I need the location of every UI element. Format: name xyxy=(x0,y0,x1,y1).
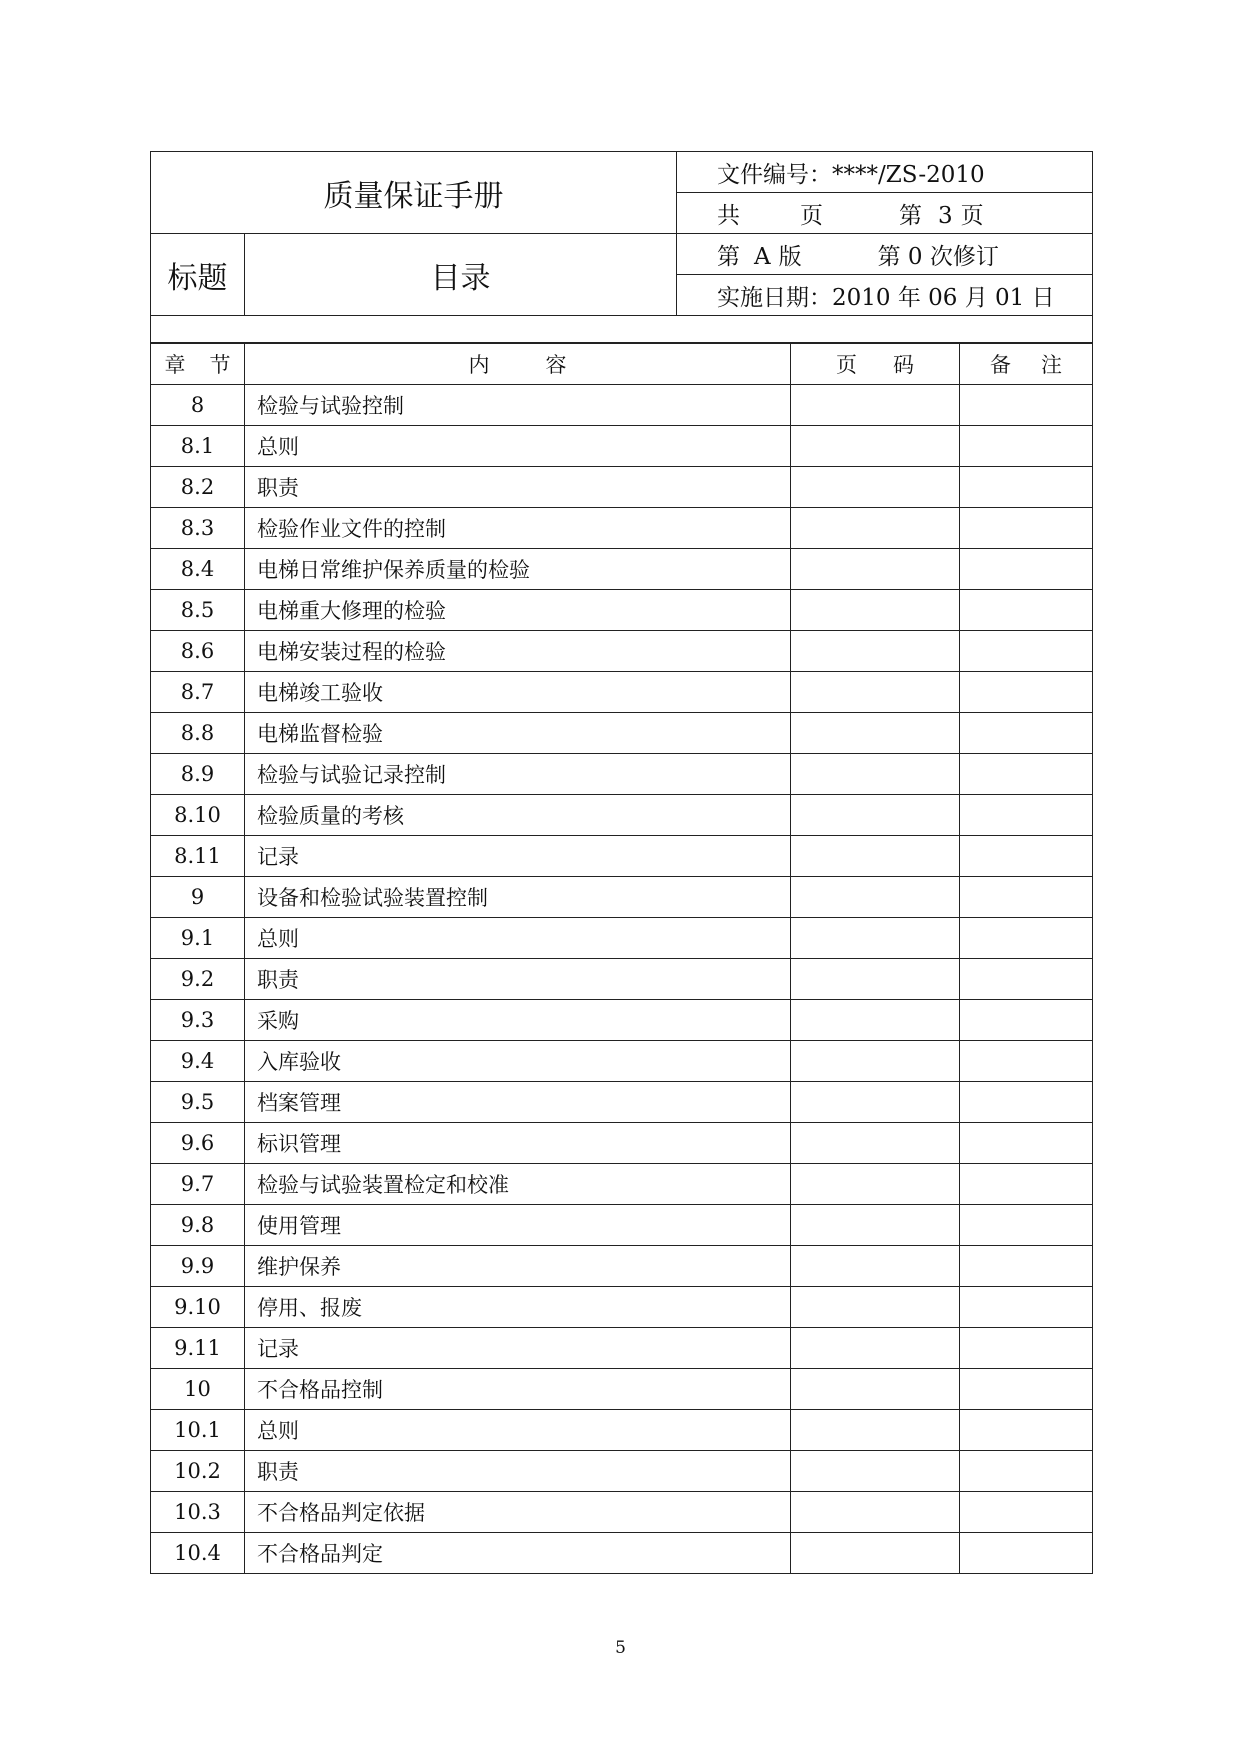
page-cell xyxy=(791,590,960,631)
remark-cell xyxy=(960,467,1093,508)
section-number: 8.7 xyxy=(151,672,245,713)
page-cell xyxy=(791,754,960,795)
section-number: 10 xyxy=(151,1369,245,1410)
section-title: 电梯监督检验 xyxy=(245,713,791,754)
effective-date: 实施日期：2010 年 06 月 01 日 xyxy=(677,275,1093,316)
remark-cell xyxy=(960,1492,1093,1533)
remark-cell xyxy=(960,1205,1093,1246)
page-cell xyxy=(791,549,960,590)
revision: 第 0 次修订 xyxy=(877,243,999,270)
page-cell xyxy=(791,1451,960,1492)
page-cell xyxy=(791,918,960,959)
page-label: 第 xyxy=(899,202,922,229)
manual-title: 质量保证手册 xyxy=(151,152,677,234)
page-cell xyxy=(791,508,960,549)
page-cell xyxy=(791,467,960,508)
section-number: 8.9 xyxy=(151,754,245,795)
section-number: 8.1 xyxy=(151,426,245,467)
section-number: 10.4 xyxy=(151,1533,245,1574)
page-cell xyxy=(791,385,960,426)
table-row xyxy=(151,385,1093,426)
table-row xyxy=(151,508,1093,549)
page-cell xyxy=(791,959,960,1000)
table-row xyxy=(151,1082,1093,1123)
section-title: 档案管理 xyxy=(245,1082,791,1123)
section-title: 检验作业文件的控制 xyxy=(245,508,791,549)
section-title: 电梯安装过程的检验 xyxy=(245,631,791,672)
page-cell xyxy=(791,1164,960,1205)
section-title: 停用、报废 xyxy=(245,1287,791,1328)
section-title: 记录 xyxy=(245,836,791,877)
section-number: 9 xyxy=(151,877,245,918)
table-row xyxy=(151,1451,1093,1492)
page-cell xyxy=(791,1246,960,1287)
section-number: 9.7 xyxy=(151,1164,245,1205)
table-row xyxy=(151,1123,1093,1164)
remark-cell xyxy=(960,508,1093,549)
remark-cell xyxy=(960,385,1093,426)
section-title: 采购 xyxy=(245,1000,791,1041)
page-cell xyxy=(791,1287,960,1328)
page-cell xyxy=(791,672,960,713)
table-row xyxy=(151,1328,1093,1369)
page-number: 5 xyxy=(615,1638,626,1658)
remark-cell xyxy=(960,1082,1093,1123)
page-cell xyxy=(791,1328,960,1369)
section-title: 标识管理 xyxy=(245,1123,791,1164)
remark-cell xyxy=(960,1533,1093,1574)
section-title: 电梯竣工验收 xyxy=(245,672,791,713)
remark-cell xyxy=(960,1041,1093,1082)
page-info xyxy=(677,193,1093,234)
section-number: 8.2 xyxy=(151,467,245,508)
section-number: 9.8 xyxy=(151,1205,245,1246)
section-number: 9.1 xyxy=(151,918,245,959)
section-title: 总则 xyxy=(245,918,791,959)
section-title: 不合格品判定依据 xyxy=(245,1492,791,1533)
page-cell xyxy=(791,877,960,918)
section-title: 不合格品判定 xyxy=(245,1533,791,1574)
section-number: 8 xyxy=(151,385,245,426)
section-number: 9.3 xyxy=(151,1000,245,1041)
section-title: 入库验收 xyxy=(245,1041,791,1082)
table-row xyxy=(151,836,1093,877)
remark-cell xyxy=(960,1287,1093,1328)
section-title: 检验与试验控制 xyxy=(245,385,791,426)
remark-cell xyxy=(960,590,1093,631)
section-number: 8.5 xyxy=(151,590,245,631)
section-title: 电梯日常维护保养质量的检验 xyxy=(245,549,791,590)
col-header-content: 内 容 xyxy=(245,344,791,385)
remark-cell xyxy=(960,877,1093,918)
toc-table xyxy=(150,343,1093,1574)
section-number: 8.6 xyxy=(151,631,245,672)
table-row xyxy=(151,1287,1093,1328)
edition-unit: 版 xyxy=(778,243,802,270)
page-cell xyxy=(791,1410,960,1451)
subject-label: 标题 xyxy=(151,234,245,316)
remark-cell xyxy=(960,1164,1093,1205)
col-header-remark: 备 注 xyxy=(960,344,1093,385)
toc-header-row xyxy=(151,344,1093,385)
remark-cell xyxy=(960,836,1093,877)
remark-cell xyxy=(960,1451,1093,1492)
remark-cell xyxy=(960,549,1093,590)
remark-cell xyxy=(960,754,1093,795)
table-row xyxy=(151,467,1093,508)
section-title: 检验与试验装置检定和校准 xyxy=(245,1164,791,1205)
section-number: 9.5 xyxy=(151,1082,245,1123)
col-header-page: 页 码 xyxy=(791,344,960,385)
remark-cell xyxy=(960,959,1093,1000)
remark-cell xyxy=(960,1328,1093,1369)
remark-cell xyxy=(960,1410,1093,1451)
table-row xyxy=(151,959,1093,1000)
document-frame xyxy=(150,151,1092,1574)
section-title: 职责 xyxy=(245,959,791,1000)
remark-cell xyxy=(960,918,1093,959)
col-header-chapter: 章 节 xyxy=(151,344,245,385)
section-number: 9.9 xyxy=(151,1246,245,1287)
page-cell xyxy=(791,1205,960,1246)
subject-title: 目录 xyxy=(245,234,677,316)
section-title: 检验与试验记录控制 xyxy=(245,754,791,795)
spacer-row xyxy=(151,316,1093,343)
table-row xyxy=(151,877,1093,918)
section-title: 电梯重大修理的检验 xyxy=(245,590,791,631)
section-number: 8.4 xyxy=(151,549,245,590)
table-row xyxy=(151,1492,1093,1533)
table-row xyxy=(151,426,1093,467)
section-title: 不合格品控制 xyxy=(245,1369,791,1410)
remark-cell xyxy=(960,631,1093,672)
edition-info xyxy=(677,234,1093,275)
table-row xyxy=(151,672,1093,713)
table-row xyxy=(151,590,1093,631)
page-unit: 页 xyxy=(960,202,984,229)
toc-body xyxy=(151,385,1093,1574)
pages-total-unit: 页 xyxy=(800,202,823,229)
table-row xyxy=(151,1533,1093,1574)
table-row xyxy=(151,1246,1093,1287)
section-title: 职责 xyxy=(245,467,791,508)
pages-total-label: 共 xyxy=(717,202,740,229)
section-number: 8.11 xyxy=(151,836,245,877)
table-row xyxy=(151,1164,1093,1205)
table-row xyxy=(151,1410,1093,1451)
page-cell xyxy=(791,795,960,836)
page-cell xyxy=(791,1123,960,1164)
remark-cell xyxy=(960,672,1093,713)
edition-value: A xyxy=(754,243,771,270)
section-title: 总则 xyxy=(245,1410,791,1451)
section-number: 8.10 xyxy=(151,795,245,836)
section-title: 设备和检验试验装置控制 xyxy=(245,877,791,918)
page-cell xyxy=(791,836,960,877)
remark-cell xyxy=(960,1000,1093,1041)
page-cell xyxy=(791,1369,960,1410)
page-cell xyxy=(791,1041,960,1082)
remark-cell xyxy=(960,1123,1093,1164)
page-cell xyxy=(791,1000,960,1041)
section-title: 维护保养 xyxy=(245,1246,791,1287)
section-title: 职责 xyxy=(245,1451,791,1492)
section-title: 检验质量的考核 xyxy=(245,795,791,836)
section-number: 9.6 xyxy=(151,1123,245,1164)
remark-cell xyxy=(960,1369,1093,1410)
section-title: 记录 xyxy=(245,1328,791,1369)
section-number: 8.3 xyxy=(151,508,245,549)
table-row xyxy=(151,795,1093,836)
edition-label: 第 xyxy=(717,243,740,270)
section-number: 9.11 xyxy=(151,1328,245,1369)
section-number: 10.2 xyxy=(151,1451,245,1492)
remark-cell xyxy=(960,713,1093,754)
table-row xyxy=(151,631,1093,672)
table-row xyxy=(151,1369,1093,1410)
section-number: 10.1 xyxy=(151,1410,245,1451)
section-number: 9.10 xyxy=(151,1287,245,1328)
remark-cell xyxy=(960,795,1093,836)
section-title: 总则 xyxy=(245,426,791,467)
section-number: 9.2 xyxy=(151,959,245,1000)
remark-cell xyxy=(960,1246,1093,1287)
table-row xyxy=(151,1041,1093,1082)
page-value: 3 xyxy=(938,202,953,229)
table-row xyxy=(151,713,1093,754)
section-number: 10.3 xyxy=(151,1492,245,1533)
table-row xyxy=(151,918,1093,959)
doc-number: 文件编号：****/ZS-2010 xyxy=(677,152,1093,193)
page-cell xyxy=(791,1492,960,1533)
table-row xyxy=(151,1000,1093,1041)
page-cell xyxy=(791,426,960,467)
page-cell xyxy=(791,1533,960,1574)
table-row xyxy=(151,1205,1093,1246)
section-number: 9.4 xyxy=(151,1041,245,1082)
table-row xyxy=(151,549,1093,590)
section-number: 8.8 xyxy=(151,713,245,754)
header-table xyxy=(150,151,1093,343)
remark-cell xyxy=(960,426,1093,467)
table-row xyxy=(151,754,1093,795)
page-cell xyxy=(791,1082,960,1123)
page-cell xyxy=(791,631,960,672)
section-title: 使用管理 xyxy=(245,1205,791,1246)
page-cell xyxy=(791,713,960,754)
